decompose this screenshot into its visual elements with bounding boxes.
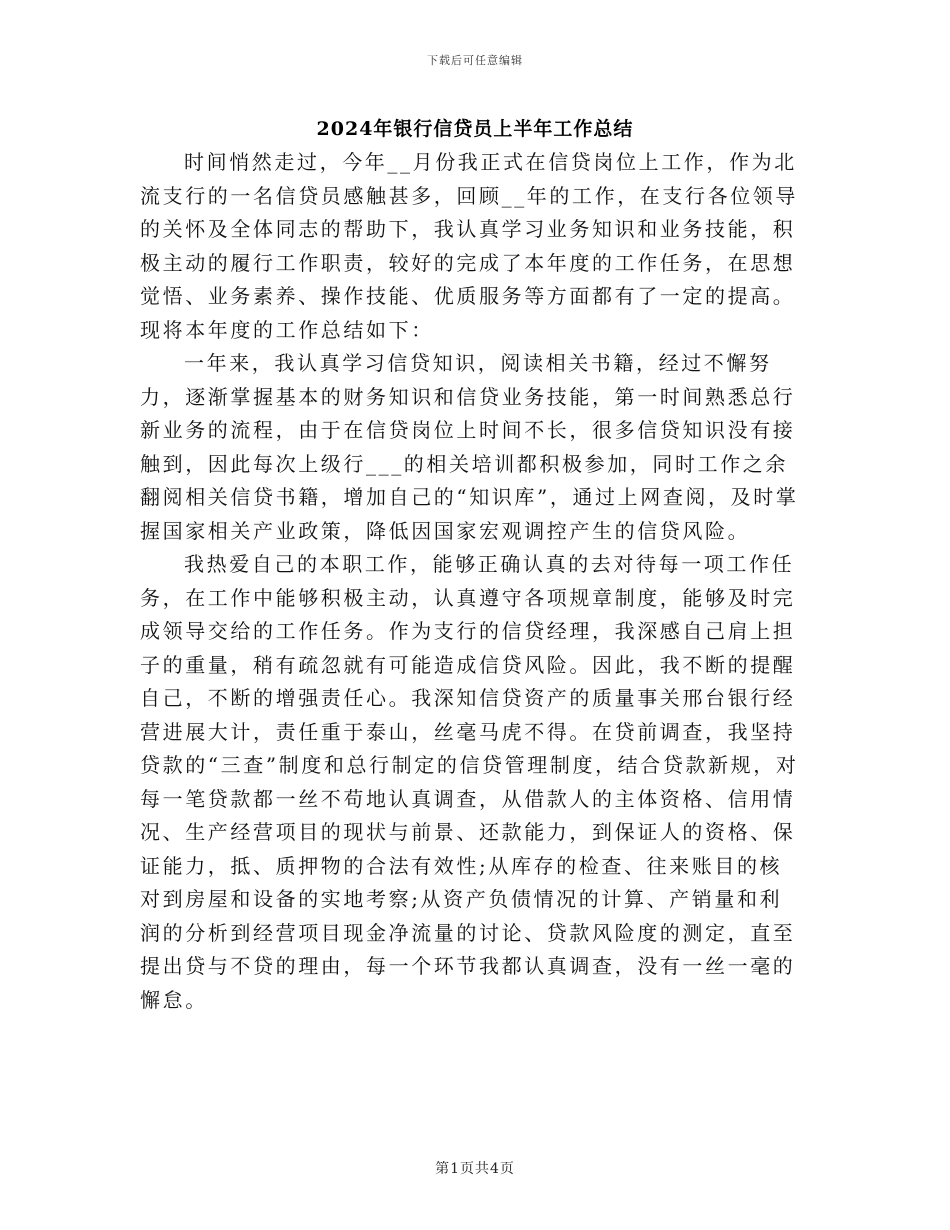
document-body [140,146,800,1017]
page-header-note: 下载后可任意编辑 [427,54,523,67]
page-number-footer: 第1页共4页 [435,1161,515,1177]
paragraph-2: 一年来，我认真学习信贷知识，阅读相关书籍，经过不懈努力，逐渐掌握基本的财务知识和信贷业务技能，第一时间熟悉总行新业务的流程，由于在信贷岗位上时间不长，很多信贷知识没有接触到，因此每次上级行___的相关培训都积极参加，同时工作之余翻阅相关信贷书籍，增加自己的“知识库”，通过上网查阅，及时掌握国家相关产业政策，降低因国家宏观调控产生的信贷风险。 [140,351,799,543]
paragraph-1: 时间悄然走过，今年__月份我正式在信贷岗位上工作，作为北流支行的一名信贷员感触甚多，回顾__年的工作，在支行各位领导的关怀及全体同志的帮助下，我认真学习业务知识和业务技能，积极主动的履行工作职责，较好的完成了本年度的工作任务，在思想觉悟、业务素养、操作技能、优质服务等方面都有了一定的提高。现将本年度的工作总结如下： [140,150,798,342]
document-title: 2024年银行信贷员上半年工作总结 [316,118,634,140]
paragraph-3: 我热爱自己的本职工作，能够正确认真的去对待每一项工作任务，在工作中能够积极主动，认真遵守各项规章制度，能够及时完成领导交给的工作任务。作为支行的信贷经理，我深感自己肩上担子的重量，稍有疏忽就有可能造成信贷风险。因此，我不断的提醒自己，不断的增强责任心。我深知信贷资产的质量事关邢台银行经营进展大计，责任重于泰山，丝毫马虎不得。在贷前调查，我坚持贷款的“三查”制度和总行制定的信贷管理制度，结合贷款新规，对每一笔贷款都一丝不苟地认真调查，从借款人的主体资格、信用情况、生产经营项目的现状与前景、还款能力，到保证人的资格、保证能力，抵、质押物的合法有效性;从库存的检查、往来账目的核对到房屋和设备的实地考察;从资产负债情况的计算、产销量和利润的分析到经营项目现金净流量的讨论、贷款风险度的测定，直至提出贷与不贷的理由，每一个环节我都认真调查，没有一丝一毫的懈怠。 [140,552,799,1012]
